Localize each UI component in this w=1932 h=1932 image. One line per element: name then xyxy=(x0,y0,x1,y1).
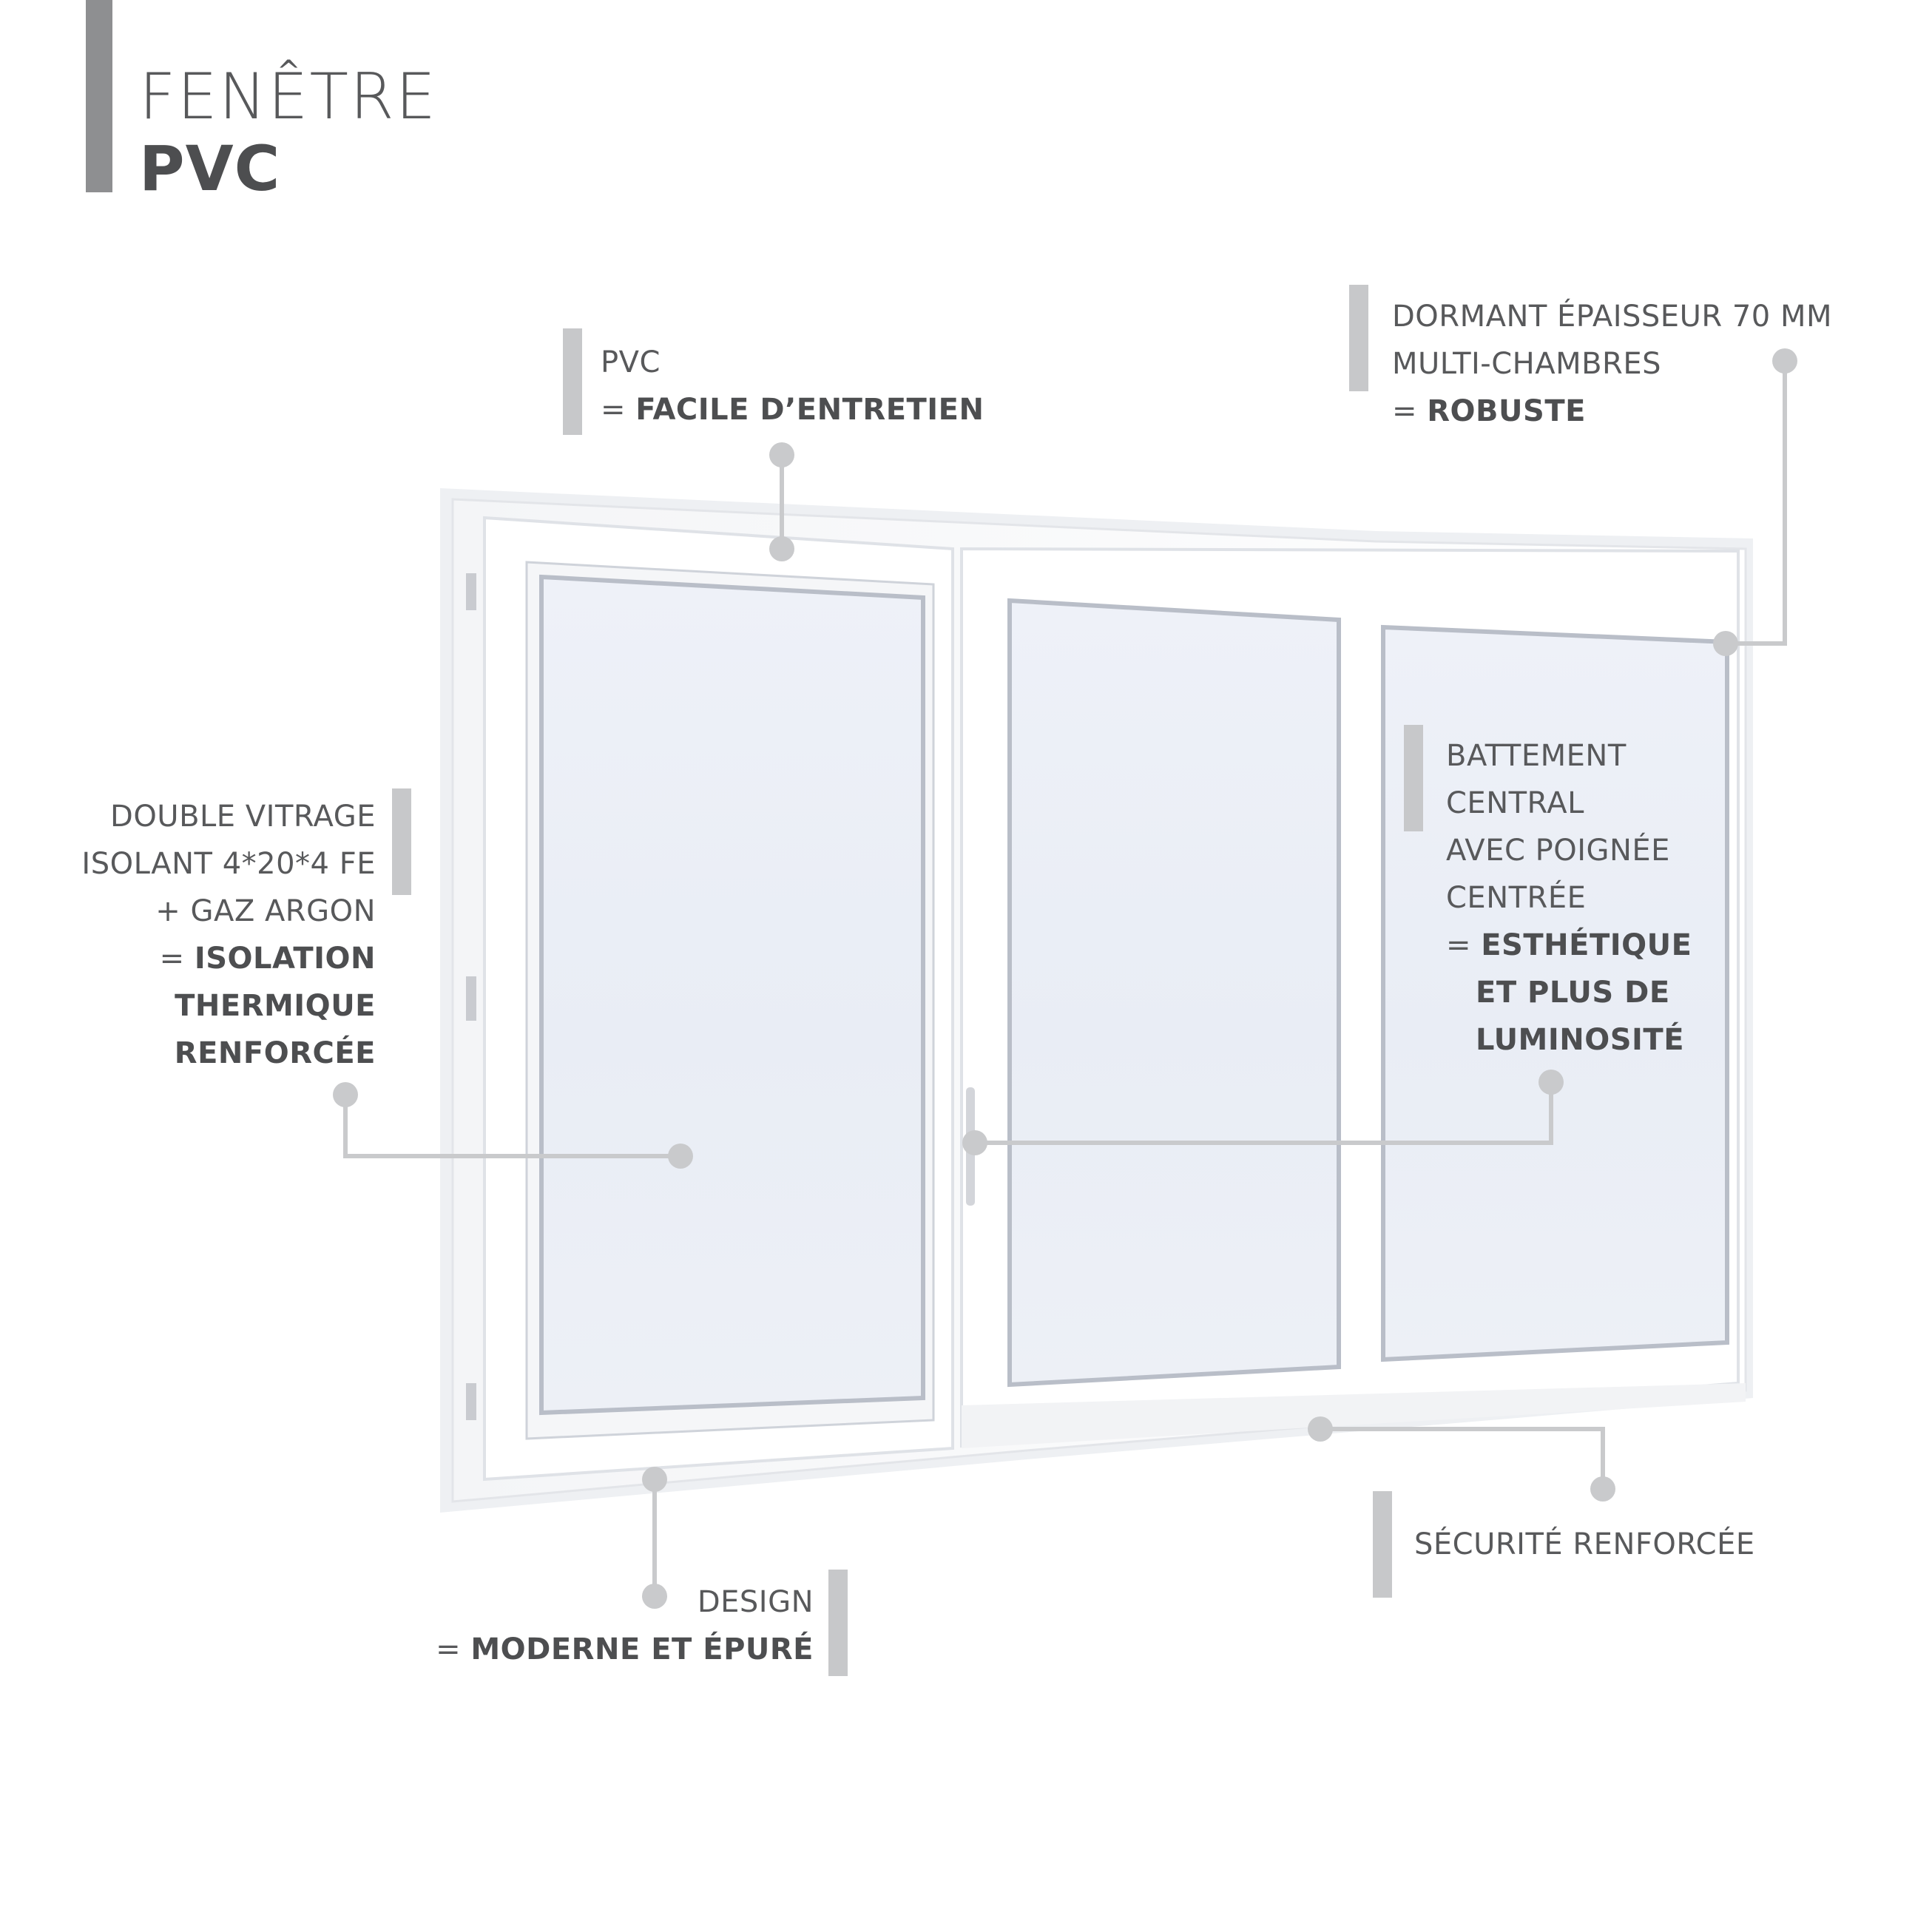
dormant-callout-line-1: DORMANT ÉPAISSEUR 70 MM xyxy=(1392,300,1832,334)
vitrage-emphasis-2: THERMIQUE xyxy=(175,989,376,1023)
securite-anchor-dot xyxy=(1308,1416,1333,1442)
securite-leader-line xyxy=(1320,1429,1603,1489)
battement-callout-bar xyxy=(1404,725,1423,831)
left-glass-pane xyxy=(541,577,923,1413)
pvc-callout-line-1: PVC xyxy=(601,345,661,379)
battement-callout-line-4: CENTRÉE xyxy=(1446,881,1587,915)
battement-emphasis-2: ET PLUS DE xyxy=(1476,976,1670,1010)
design-anchor-dot xyxy=(642,1467,667,1492)
securite-callout xyxy=(1414,1521,1755,1568)
design-callout-benefit xyxy=(436,1626,814,1673)
pvc-callout-bar xyxy=(563,328,582,435)
dormant-callout-line-2: MULTI-CHAMBRES xyxy=(1392,347,1662,381)
dormant-prefix: = xyxy=(1392,394,1428,428)
pvc-prefix: = xyxy=(601,393,636,427)
design-callout-line-1: DESIGN xyxy=(697,1585,814,1619)
securite-marker-dot xyxy=(1590,1476,1615,1502)
battement-prefix: = xyxy=(1446,928,1482,962)
securite-callout-bar xyxy=(1373,1491,1392,1598)
vitrage-callout-line-2: ISOLANT 4*20*4 FE xyxy=(81,847,376,881)
battement-emphasis-3: LUMINOSITÉ xyxy=(1476,1023,1685,1057)
battement-callout-line-3: AVEC POIGNÉE xyxy=(1446,834,1670,868)
vitrage-callout xyxy=(81,793,376,1077)
vitrage-callout-bar xyxy=(392,788,411,895)
pvc-callout xyxy=(601,339,984,433)
design-callout xyxy=(436,1578,814,1673)
hinge-bottom xyxy=(466,1383,476,1420)
battement-marker-dot xyxy=(1538,1070,1564,1095)
design-callout-bar xyxy=(828,1570,848,1676)
middle-glass-pane xyxy=(1010,601,1339,1385)
dormant-callout-benefit xyxy=(1392,388,1832,435)
dormant-callout-bar xyxy=(1349,285,1368,391)
pvc-callout-benefit xyxy=(601,386,984,433)
vitrage-emphasis-3: RENFORCÉE xyxy=(174,1036,376,1070)
vitrage-callout-line-3: + GAZ ARGON xyxy=(155,894,376,928)
vitrage-callout-benefit-1 xyxy=(81,935,376,982)
battement-anchor-dot xyxy=(962,1130,987,1155)
title-line-1: FENÊTRE xyxy=(139,60,438,134)
vitrage-marker-dot xyxy=(333,1082,358,1107)
hinge-middle xyxy=(466,976,476,1021)
dormant-emphasis: ROBUSTE xyxy=(1427,394,1586,428)
design-prefix: = xyxy=(436,1632,471,1666)
vitrage-anchor-dot xyxy=(668,1144,693,1169)
battement-callout-benefit-1 xyxy=(1446,922,1692,969)
pvc-emphasis: FACILE D’ENTRETIEN xyxy=(635,393,984,427)
battement-emphasis-1: ESTHÉTIQUE xyxy=(1481,928,1692,962)
pvc-marker-dot xyxy=(769,442,794,467)
title-line-2: PVC xyxy=(139,132,281,205)
pvc-anchor-dot xyxy=(769,536,794,561)
vitrage-prefix: = xyxy=(159,942,195,976)
hinge-top xyxy=(466,573,476,610)
battement-callout-line-2: CENTRAL xyxy=(1446,786,1584,820)
dormant-callout xyxy=(1392,293,1832,435)
securite-callout-line-1: SÉCURITÉ RENFORCÉE xyxy=(1414,1527,1755,1561)
vitrage-callout-line-1: DOUBLE VITRAGE xyxy=(110,800,376,834)
dormant-anchor-dot xyxy=(1713,631,1738,656)
design-emphasis: MODERNE ET ÉPURÉ xyxy=(470,1632,814,1666)
battement-callout-line-1: BATTEMENT xyxy=(1446,739,1627,773)
vitrage-emphasis-1: ISOLATION xyxy=(194,942,376,976)
battement-callout xyxy=(1446,732,1692,1064)
